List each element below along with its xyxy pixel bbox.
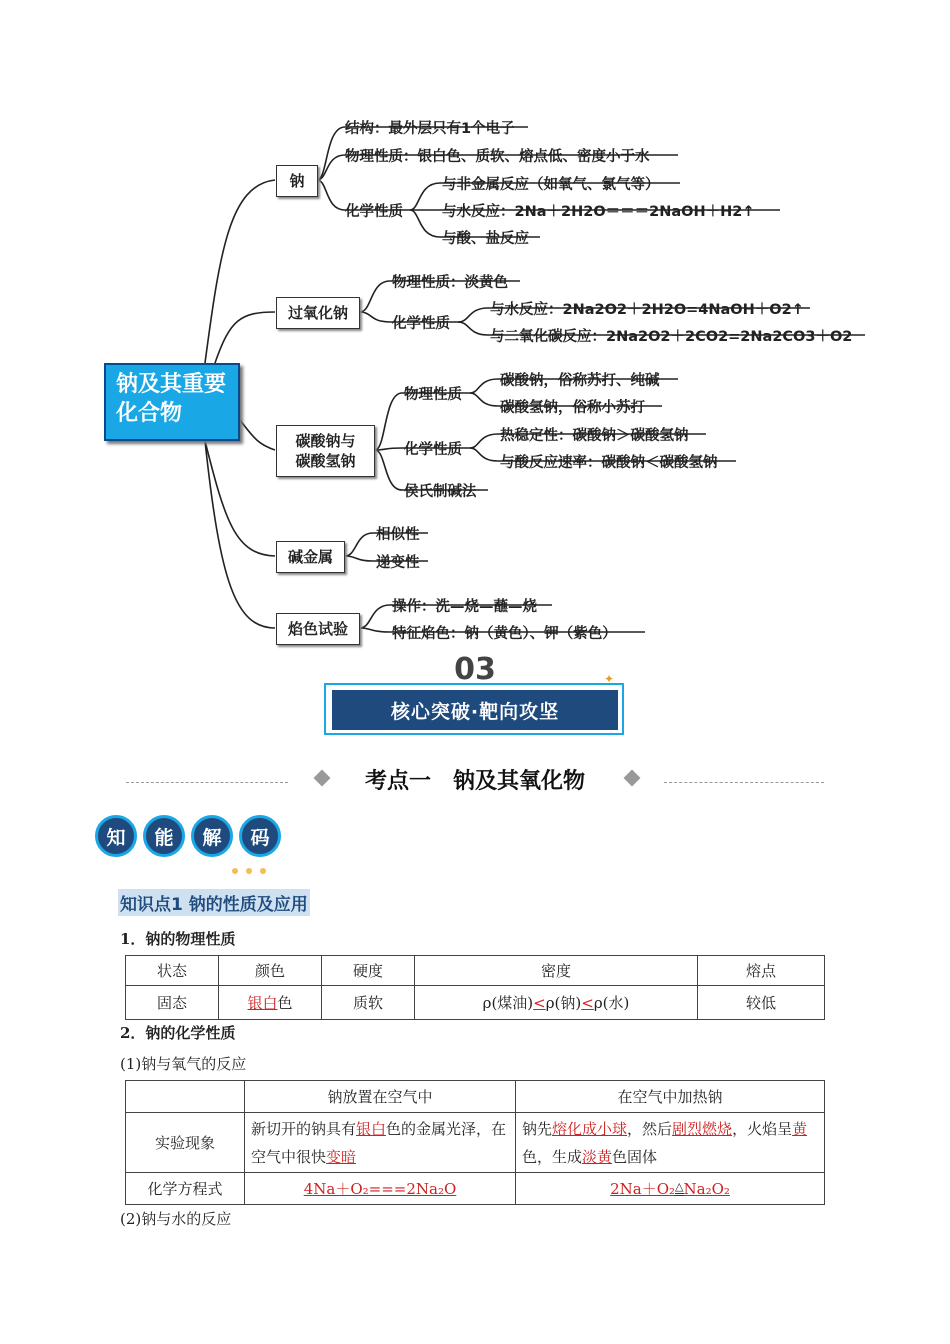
node-sodium-peroxide: 过氧化钠 bbox=[276, 297, 360, 329]
leaf-thermal-stability: 热稳定性：碳酸钠＞碳酸氢钠 bbox=[500, 428, 689, 444]
density-water: ρ(水) bbox=[593, 994, 630, 1012]
fill-lt1: < bbox=[533, 994, 546, 1012]
section-banner: 核心突破·靶向攻坚 bbox=[332, 690, 618, 730]
leaf-peroxide-co2: 与二氧化碳反应：2Na2O2＋2CO2=2Na2CO3＋O2 bbox=[490, 329, 853, 345]
th-state: 状态 bbox=[126, 956, 219, 986]
td-equation-air bbox=[245, 1173, 516, 1205]
leaf-peroxide-physical: 物理性质：淡黄色 bbox=[392, 275, 508, 291]
decor-dot bbox=[246, 868, 252, 874]
air-text-2: 色的金属光泽，在空气中很快 bbox=[251, 1119, 507, 1166]
density-sodium: ρ(钠) bbox=[545, 994, 582, 1012]
decor-dot bbox=[260, 868, 266, 874]
row-label-phenomenon: 实验现象 bbox=[126, 1113, 245, 1173]
fill-melt-ball: 熔化成小球 bbox=[552, 1119, 628, 1138]
sparkle-icon: ✦ bbox=[604, 672, 615, 686]
leaf-water-reaction: 与水反应：2Na＋2H2O＝＝＝2NaOH＋H2↑ bbox=[442, 204, 755, 220]
td-equation-heated bbox=[516, 1173, 825, 1205]
equation-heated-left: 2Na＋O₂ bbox=[610, 1180, 676, 1198]
leaf-structure: 结构：最外层只有1个电子 bbox=[345, 121, 515, 137]
heat-text-5: 色固体 bbox=[612, 1147, 658, 1166]
badge-circle-zhi: 知 bbox=[95, 815, 137, 857]
leaf-chemical: 化学性质 bbox=[345, 204, 403, 220]
leaf-hou-process: 侯氏制碱法 bbox=[404, 484, 477, 500]
heat-text-4: 色，生成 bbox=[522, 1147, 583, 1166]
exam-point-title: 考点一 钠及其氧化物 bbox=[364, 769, 585, 794]
heading-physical-properties: 1．钠的物理性质 bbox=[120, 930, 236, 948]
fill-darken: 变暗 bbox=[326, 1147, 357, 1166]
leaf-carbonate-chemical: 化学性质 bbox=[404, 442, 462, 458]
th-hardness: 硬度 bbox=[322, 956, 415, 986]
heat-text-3: ，火焰呈 bbox=[732, 1119, 793, 1138]
heat-text-1: 钠先 bbox=[522, 1119, 553, 1138]
td-hardness: 质软 bbox=[322, 986, 415, 1020]
leaf-peroxide-chemical: 化学性质 bbox=[392, 316, 450, 332]
row-label-equation: 化学方程式 bbox=[126, 1173, 245, 1205]
physical-properties-table bbox=[125, 955, 825, 1020]
equation-air: 4Na＋O₂===2Na₂O bbox=[303, 1180, 457, 1198]
td-color bbox=[219, 986, 322, 1020]
fill-color: 银白 bbox=[247, 994, 278, 1012]
diamond-icon-left bbox=[314, 770, 331, 787]
equation-heated-right: Na₂O₂ bbox=[683, 1180, 730, 1198]
fill-lt2: < bbox=[581, 994, 594, 1012]
fill-silver-white: 银白 bbox=[356, 1119, 387, 1138]
leaf-nonmetal-reaction: 与非金属反应（如氧气、氯气等） bbox=[442, 177, 660, 193]
subheading-water: (2)钠与水的反应 bbox=[120, 1210, 232, 1228]
node-carbonates bbox=[276, 425, 375, 477]
leaf-similarity: 相似性 bbox=[376, 527, 420, 543]
fill-yellow: 黄 bbox=[792, 1119, 808, 1138]
decor-dot bbox=[232, 868, 238, 874]
th-in-air: 钠放置在空气中 bbox=[245, 1081, 516, 1113]
leaf-gradation: 递变性 bbox=[376, 555, 420, 571]
knowledge-point-title: 知识点1 钠的性质及应用 bbox=[118, 889, 310, 916]
leaf-baking-soda: 碳酸氢钠，俗称小苏打 bbox=[500, 400, 645, 416]
leaf-peroxide-water: 与水反应：2Na2O2＋2H2O=4NaOH＋O2↑ bbox=[490, 302, 804, 318]
leaf-acid-rate: 与酸反应速率：碳酸钠＜碳酸氢钠 bbox=[500, 455, 718, 471]
leaf-flame-operation: 操作：洗—烧—蘸—烧 bbox=[392, 599, 537, 615]
subheading-oxygen: (1)钠与氧气的反应 bbox=[120, 1055, 247, 1073]
td-density bbox=[415, 986, 698, 1020]
oxygen-reaction-table bbox=[125, 1080, 825, 1205]
heat-text-2: ，然后 bbox=[627, 1119, 673, 1138]
heat-triangle-icon: △ bbox=[675, 1181, 683, 1196]
density-kerosene: ρ(煤油) bbox=[482, 994, 534, 1012]
corner-cell bbox=[126, 1081, 245, 1113]
leaf-flame-colors: 特征焰色：钠（黄色）、钾（紫色） bbox=[392, 626, 617, 642]
heading-chemical-properties: 2．钠的化学性质 bbox=[120, 1024, 236, 1042]
badge-circle-ma: 码 bbox=[239, 815, 281, 857]
td-heated-phenomenon bbox=[516, 1113, 825, 1173]
th-color: 颜色 bbox=[219, 956, 322, 986]
node-carbonates-line1: 碳酸钠与 bbox=[295, 431, 356, 450]
air-text-1: 新切开的钠具有 bbox=[251, 1119, 357, 1138]
color-tail: 色 bbox=[277, 994, 293, 1012]
badge-circle-jie: 解 bbox=[191, 815, 233, 857]
section-number: 03 bbox=[454, 652, 496, 687]
leaf-soda: 碳酸钠，俗称苏打、纯碱 bbox=[500, 373, 660, 389]
fill-pale-yellow: 淡黄 bbox=[582, 1147, 613, 1166]
title-divider-right bbox=[664, 782, 824, 783]
td-state: 固态 bbox=[126, 986, 219, 1020]
diamond-icon-right bbox=[624, 770, 641, 787]
th-heated: 在空气中加热钠 bbox=[516, 1081, 825, 1113]
leaf-carbonate-physical: 物理性质 bbox=[404, 387, 462, 403]
badge-circle-neng: 能 bbox=[143, 815, 185, 857]
mindmap-root: 钠及其重要化合物 bbox=[104, 363, 240, 441]
node-alkali-metals: 碱金属 bbox=[276, 541, 345, 573]
td-air-phenomenon bbox=[245, 1113, 516, 1173]
leaf-acid-salt-reaction: 与酸、盐反应 bbox=[442, 231, 529, 247]
th-density: 密度 bbox=[415, 956, 698, 986]
fill-burn: 剧烈燃烧 bbox=[672, 1119, 733, 1138]
node-carbonates-line2: 碳酸氢钠 bbox=[295, 452, 356, 470]
node-sodium: 钠 bbox=[276, 165, 318, 197]
node-flame-test: 焰色试验 bbox=[276, 613, 360, 645]
leaf-physical: 物理性质：银白色、质软、熔点低、密度小于水 bbox=[345, 149, 650, 165]
title-divider-left bbox=[126, 782, 288, 783]
th-melting-point: 熔点 bbox=[698, 956, 825, 986]
td-melting-point: 较低 bbox=[698, 986, 825, 1020]
